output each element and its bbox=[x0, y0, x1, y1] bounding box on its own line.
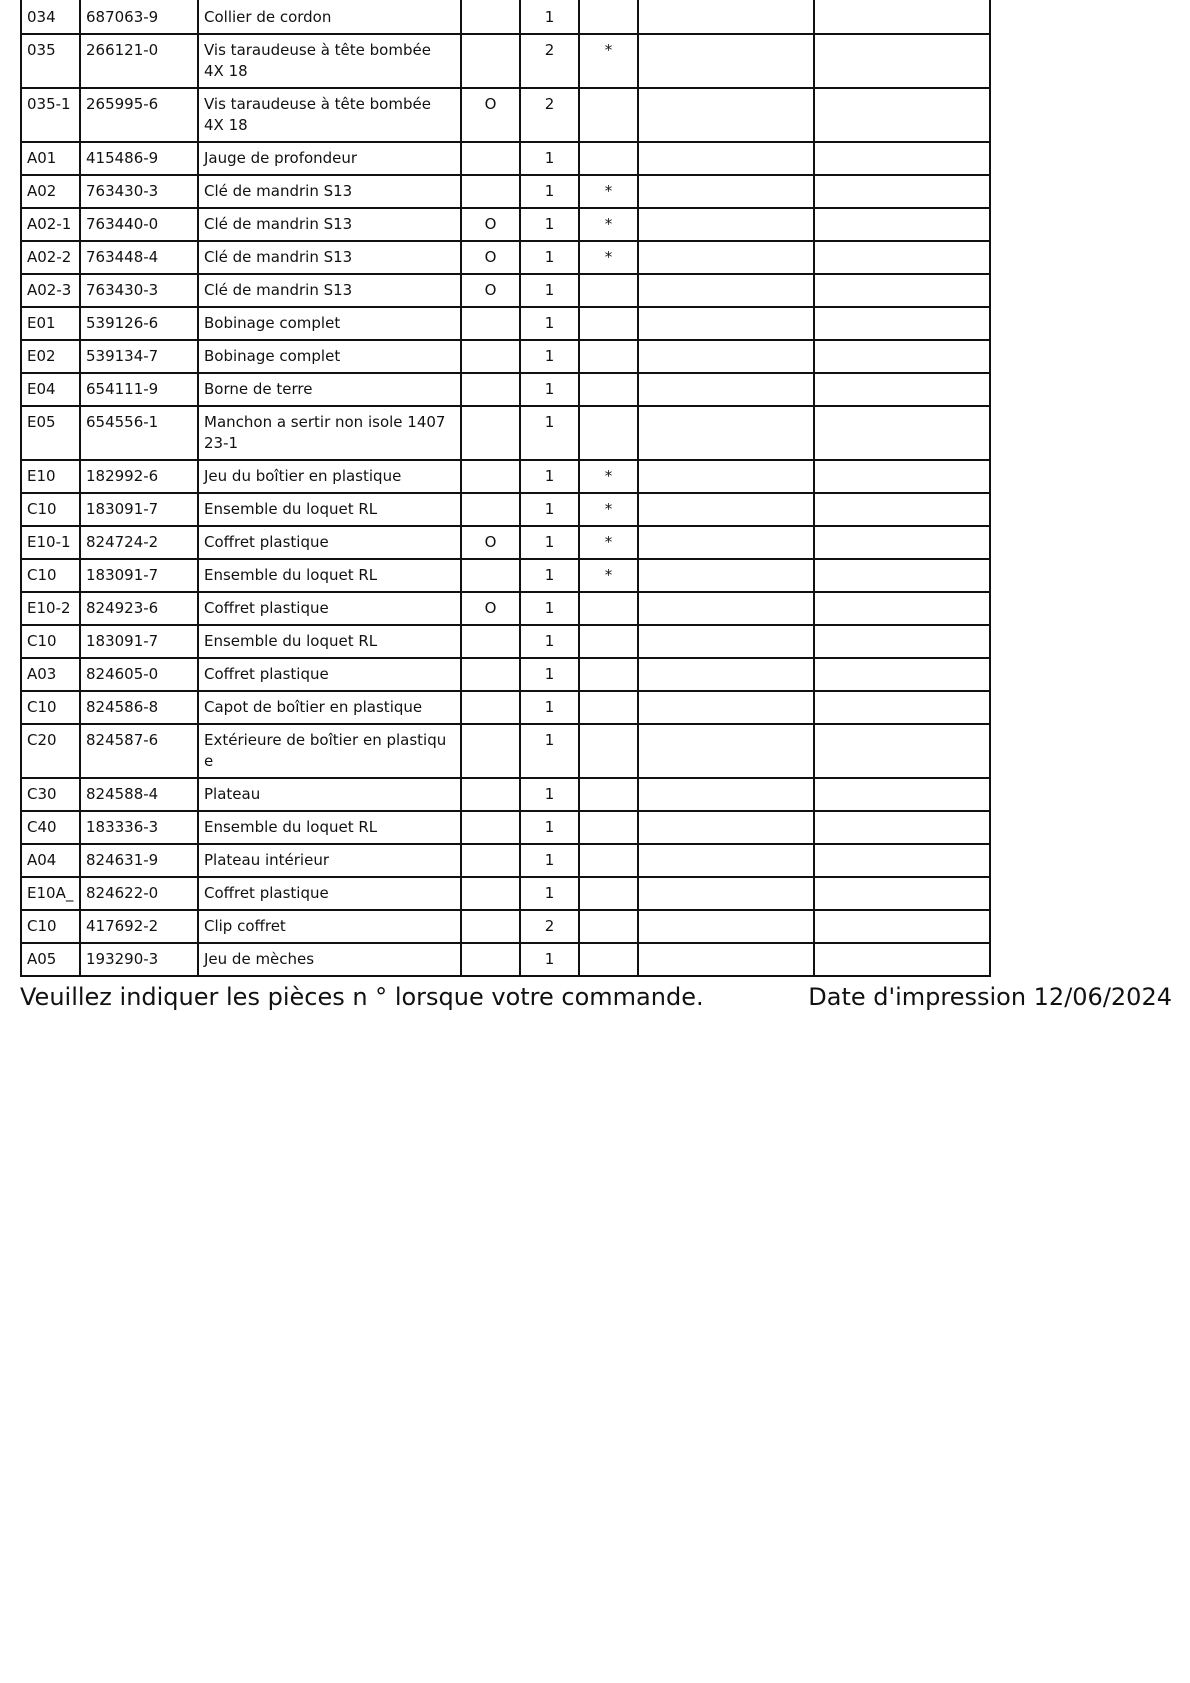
mark-cell bbox=[579, 625, 638, 658]
ref-no-cell: 035-1 bbox=[21, 88, 80, 142]
description-cell: Coffret plastique bbox=[198, 658, 461, 691]
table-row bbox=[21, 241, 990, 274]
mark-cell bbox=[579, 88, 638, 142]
description-cell: Coffret plastique bbox=[198, 592, 461, 625]
option-cell bbox=[461, 724, 520, 778]
quantity-cell: 1 bbox=[520, 307, 579, 340]
blank-cell bbox=[638, 493, 814, 526]
blank-cell bbox=[814, 877, 990, 910]
quantity-cell: 1 bbox=[520, 943, 579, 976]
blank-cell bbox=[638, 526, 814, 559]
blank-cell bbox=[814, 340, 990, 373]
quantity-cell: 1 bbox=[520, 844, 579, 877]
part-number-cell: 763440-0 bbox=[80, 208, 198, 241]
quantity-cell: 1 bbox=[520, 811, 579, 844]
part-number-cell: 763430-3 bbox=[80, 274, 198, 307]
part-number-cell: 824622-0 bbox=[80, 877, 198, 910]
ref-no-cell: E04 bbox=[21, 373, 80, 406]
option-cell bbox=[461, 493, 520, 526]
blank-cell bbox=[814, 811, 990, 844]
ref-no-cell: E01 bbox=[21, 307, 80, 340]
option-cell bbox=[461, 175, 520, 208]
quantity-cell: 1 bbox=[520, 460, 579, 493]
option-cell: O bbox=[461, 88, 520, 142]
option-cell bbox=[461, 691, 520, 724]
table-row bbox=[21, 142, 990, 175]
blank-cell bbox=[638, 844, 814, 877]
ref-no-cell: C10 bbox=[21, 910, 80, 943]
description-cell: Clé de mandrin S13 bbox=[198, 241, 461, 274]
mark-cell bbox=[579, 274, 638, 307]
ref-no-cell: C10 bbox=[21, 625, 80, 658]
blank-cell bbox=[638, 778, 814, 811]
description-cell: Bobinage complet bbox=[198, 307, 461, 340]
part-number-cell: 183336-3 bbox=[80, 811, 198, 844]
mark-cell: * bbox=[579, 175, 638, 208]
part-number-cell: 265995-6 bbox=[80, 88, 198, 142]
ref-no-cell: E10 bbox=[21, 460, 80, 493]
description-cell: Plateau intérieur bbox=[198, 844, 461, 877]
blank-cell bbox=[638, 406, 814, 460]
table-row bbox=[21, 373, 990, 406]
description-cell: Jeu de mèches bbox=[198, 943, 461, 976]
description-cell: Ensemble du loquet RL bbox=[198, 625, 461, 658]
blank-cell bbox=[814, 175, 990, 208]
description-cell: Vis taraudeuse à tête bombée 4X 18 bbox=[198, 88, 461, 142]
blank-cell bbox=[638, 241, 814, 274]
blank-cell bbox=[638, 274, 814, 307]
blank-cell bbox=[638, 208, 814, 241]
description-cell: Borne de terre bbox=[198, 373, 461, 406]
print-date: Date d'impression 12/06/2024 bbox=[808, 983, 1172, 1011]
quantity-cell: 2 bbox=[520, 910, 579, 943]
part-number-cell: 654111-9 bbox=[80, 373, 198, 406]
quantity-cell: 2 bbox=[520, 88, 579, 142]
description-cell: Clé de mandrin S13 bbox=[198, 175, 461, 208]
blank-cell bbox=[814, 559, 990, 592]
mark-cell bbox=[579, 142, 638, 175]
blank-cell bbox=[638, 877, 814, 910]
table-row bbox=[21, 592, 990, 625]
option-cell bbox=[461, 307, 520, 340]
table-row bbox=[21, 406, 990, 460]
description-cell: Bobinage complet bbox=[198, 340, 461, 373]
blank-cell bbox=[814, 406, 990, 460]
table-row bbox=[21, 175, 990, 208]
blank-cell bbox=[814, 373, 990, 406]
description-cell: Capot de boîtier en plastique bbox=[198, 691, 461, 724]
part-number-cell: 183091-7 bbox=[80, 559, 198, 592]
mark-cell bbox=[579, 811, 638, 844]
option-cell bbox=[461, 778, 520, 811]
blank-cell bbox=[638, 811, 814, 844]
part-number-cell: 824587-6 bbox=[80, 724, 198, 778]
description-cell: Coffret plastique bbox=[198, 877, 461, 910]
quantity-cell: 1 bbox=[520, 625, 579, 658]
quantity-cell: 1 bbox=[520, 241, 579, 274]
part-number-cell: 763430-3 bbox=[80, 175, 198, 208]
blank-cell bbox=[814, 943, 990, 976]
blank-cell bbox=[814, 460, 990, 493]
ref-no-cell: C20 bbox=[21, 724, 80, 778]
option-cell bbox=[461, 943, 520, 976]
mark-cell: * bbox=[579, 34, 638, 88]
part-number-cell: 763448-4 bbox=[80, 241, 198, 274]
table-row bbox=[21, 811, 990, 844]
ref-no-cell: A02 bbox=[21, 175, 80, 208]
ref-no-cell: A02-3 bbox=[21, 274, 80, 307]
ref-no-cell: C10 bbox=[21, 559, 80, 592]
blank-cell bbox=[814, 274, 990, 307]
option-cell: O bbox=[461, 526, 520, 559]
quantity-cell: 1 bbox=[520, 340, 579, 373]
blank-cell bbox=[814, 691, 990, 724]
ref-no-cell: A05 bbox=[21, 943, 80, 976]
part-number-cell: 824631-9 bbox=[80, 844, 198, 877]
parts-table-body bbox=[21, 0, 990, 976]
blank-cell bbox=[638, 910, 814, 943]
mark-cell: * bbox=[579, 460, 638, 493]
table-row bbox=[21, 559, 990, 592]
quantity-cell: 1 bbox=[520, 406, 579, 460]
ref-no-cell: C30 bbox=[21, 778, 80, 811]
parts-list-page bbox=[20, 0, 1172, 1013]
blank-cell bbox=[814, 142, 990, 175]
option-cell bbox=[461, 877, 520, 910]
description-cell: Clé de mandrin S13 bbox=[198, 208, 461, 241]
description-cell: Clé de mandrin S13 bbox=[198, 274, 461, 307]
part-number-cell: 183091-7 bbox=[80, 625, 198, 658]
table-row bbox=[21, 274, 990, 307]
ref-no-cell: E05 bbox=[21, 406, 80, 460]
table-row bbox=[21, 460, 990, 493]
table-row bbox=[21, 0, 990, 34]
blank-cell bbox=[814, 526, 990, 559]
description-cell: Ensemble du loquet RL bbox=[198, 559, 461, 592]
mark-cell bbox=[579, 691, 638, 724]
blank-cell bbox=[638, 724, 814, 778]
mark-cell bbox=[579, 877, 638, 910]
table-row bbox=[21, 493, 990, 526]
blank-cell bbox=[638, 340, 814, 373]
option-cell: O bbox=[461, 592, 520, 625]
part-number-cell: 824588-4 bbox=[80, 778, 198, 811]
ref-no-cell: C40 bbox=[21, 811, 80, 844]
table-row bbox=[21, 724, 990, 778]
mark-cell bbox=[579, 373, 638, 406]
description-cell: Plateau bbox=[198, 778, 461, 811]
quantity-cell: 1 bbox=[520, 877, 579, 910]
blank-cell bbox=[814, 88, 990, 142]
blank-cell bbox=[638, 592, 814, 625]
blank-cell bbox=[638, 943, 814, 976]
blank-cell bbox=[638, 142, 814, 175]
part-number-cell: 539134-7 bbox=[80, 340, 198, 373]
ref-no-cell: A02-2 bbox=[21, 241, 80, 274]
part-number-cell: 193290-3 bbox=[80, 943, 198, 976]
option-cell bbox=[461, 34, 520, 88]
description-cell: Ensemble du loquet RL bbox=[198, 493, 461, 526]
ref-no-cell: E02 bbox=[21, 340, 80, 373]
ref-no-cell: E10A_ bbox=[21, 877, 80, 910]
description-cell: Clip coffret bbox=[198, 910, 461, 943]
ref-no-cell: A04 bbox=[21, 844, 80, 877]
option-cell bbox=[461, 142, 520, 175]
part-number-cell: 824724-2 bbox=[80, 526, 198, 559]
blank-cell bbox=[638, 0, 814, 34]
quantity-cell: 1 bbox=[520, 691, 579, 724]
table-row bbox=[21, 844, 990, 877]
quantity-cell: 1 bbox=[520, 373, 579, 406]
part-number-cell: 687063-9 bbox=[80, 0, 198, 34]
blank-cell bbox=[638, 307, 814, 340]
description-cell: Ensemble du loquet RL bbox=[198, 811, 461, 844]
description-cell: Collier de cordon bbox=[198, 0, 461, 34]
ref-no-cell: C10 bbox=[21, 493, 80, 526]
blank-cell bbox=[638, 559, 814, 592]
description-cell: Jeu du boîtier en plastique bbox=[198, 460, 461, 493]
table-row bbox=[21, 658, 990, 691]
mark-cell: * bbox=[579, 559, 638, 592]
part-number-cell: 417692-2 bbox=[80, 910, 198, 943]
mark-cell bbox=[579, 0, 638, 34]
mark-cell bbox=[579, 340, 638, 373]
option-cell: O bbox=[461, 274, 520, 307]
table-row bbox=[21, 88, 990, 142]
blank-cell bbox=[814, 778, 990, 811]
part-number-cell: 824586-8 bbox=[80, 691, 198, 724]
quantity-cell: 1 bbox=[520, 208, 579, 241]
quantity-cell: 1 bbox=[520, 559, 579, 592]
ref-no-cell: 034 bbox=[21, 0, 80, 34]
part-number-cell: 182992-6 bbox=[80, 460, 198, 493]
table-row bbox=[21, 778, 990, 811]
table-row bbox=[21, 34, 990, 88]
part-number-cell: 824923-6 bbox=[80, 592, 198, 625]
quantity-cell: 1 bbox=[520, 592, 579, 625]
ref-no-cell: E10-2 bbox=[21, 592, 80, 625]
option-cell bbox=[461, 460, 520, 493]
description-cell: Coffret plastique bbox=[198, 526, 461, 559]
parts-table bbox=[20, 0, 991, 977]
table-row bbox=[21, 625, 990, 658]
option-cell bbox=[461, 340, 520, 373]
mark-cell: * bbox=[579, 493, 638, 526]
mark-cell: * bbox=[579, 241, 638, 274]
ref-no-cell: A01 bbox=[21, 142, 80, 175]
mark-cell bbox=[579, 658, 638, 691]
mark-cell: * bbox=[579, 208, 638, 241]
table-row bbox=[21, 691, 990, 724]
option-cell bbox=[461, 811, 520, 844]
blank-cell bbox=[814, 307, 990, 340]
quantity-cell: 1 bbox=[520, 175, 579, 208]
quantity-cell: 1 bbox=[520, 142, 579, 175]
ref-no-cell: A02-1 bbox=[21, 208, 80, 241]
quantity-cell: 1 bbox=[520, 724, 579, 778]
table-row bbox=[21, 877, 990, 910]
part-number-cell: 539126-6 bbox=[80, 307, 198, 340]
blank-cell bbox=[814, 208, 990, 241]
option-cell bbox=[461, 658, 520, 691]
blank-cell bbox=[814, 34, 990, 88]
table-row bbox=[21, 340, 990, 373]
description-cell: Extérieure de boîtier en plastiqu e bbox=[198, 724, 461, 778]
ref-no-cell: A03 bbox=[21, 658, 80, 691]
blank-cell bbox=[814, 592, 990, 625]
quantity-cell: 1 bbox=[520, 274, 579, 307]
mark-cell bbox=[579, 778, 638, 811]
option-cell bbox=[461, 559, 520, 592]
mark-cell: * bbox=[579, 526, 638, 559]
quantity-cell: 1 bbox=[520, 658, 579, 691]
option-cell bbox=[461, 373, 520, 406]
option-cell bbox=[461, 625, 520, 658]
blank-cell bbox=[638, 625, 814, 658]
blank-cell bbox=[638, 691, 814, 724]
option-cell: O bbox=[461, 241, 520, 274]
blank-cell bbox=[814, 0, 990, 34]
blank-cell bbox=[814, 724, 990, 778]
part-number-cell: 824605-0 bbox=[80, 658, 198, 691]
blank-cell bbox=[638, 34, 814, 88]
mark-cell bbox=[579, 844, 638, 877]
blank-cell bbox=[638, 373, 814, 406]
part-number-cell: 183091-7 bbox=[80, 493, 198, 526]
table-row bbox=[21, 910, 990, 943]
description-cell: Jauge de profondeur bbox=[198, 142, 461, 175]
blank-cell bbox=[814, 493, 990, 526]
blank-cell bbox=[638, 460, 814, 493]
mark-cell bbox=[579, 910, 638, 943]
ref-no-cell: E10-1 bbox=[21, 526, 80, 559]
table-row bbox=[21, 208, 990, 241]
mark-cell bbox=[579, 406, 638, 460]
option-cell: O bbox=[461, 208, 520, 241]
part-number-cell: 654556-1 bbox=[80, 406, 198, 460]
quantity-cell: 1 bbox=[520, 493, 579, 526]
part-number-cell: 266121-0 bbox=[80, 34, 198, 88]
mark-cell bbox=[579, 592, 638, 625]
option-cell bbox=[461, 844, 520, 877]
mark-cell bbox=[579, 943, 638, 976]
blank-cell bbox=[638, 175, 814, 208]
mark-cell bbox=[579, 724, 638, 778]
quantity-cell: 1 bbox=[520, 778, 579, 811]
blank-cell bbox=[638, 658, 814, 691]
option-cell bbox=[461, 406, 520, 460]
table-row bbox=[21, 526, 990, 559]
blank-cell bbox=[814, 844, 990, 877]
option-cell bbox=[461, 910, 520, 943]
table-row bbox=[21, 943, 990, 976]
mark-cell bbox=[579, 307, 638, 340]
quantity-cell: 2 bbox=[520, 34, 579, 88]
blank-cell bbox=[814, 910, 990, 943]
ref-no-cell: 035 bbox=[21, 34, 80, 88]
option-cell bbox=[461, 0, 520, 34]
description-cell: Manchon a sertir non isole 1407 23-1 bbox=[198, 406, 461, 460]
description-cell: Vis taraudeuse à tête bombée 4X 18 bbox=[198, 34, 461, 88]
ref-no-cell: C10 bbox=[21, 691, 80, 724]
table-row bbox=[21, 307, 990, 340]
page-footer bbox=[20, 981, 1172, 1013]
blank-cell bbox=[814, 625, 990, 658]
blank-cell bbox=[814, 241, 990, 274]
blank-cell bbox=[638, 88, 814, 142]
part-number-cell: 415486-9 bbox=[80, 142, 198, 175]
quantity-cell: 1 bbox=[520, 0, 579, 34]
blank-cell bbox=[814, 658, 990, 691]
order-note: Veuillez indiquer les pièces n ° lorsque votre commande. bbox=[20, 983, 704, 1011]
quantity-cell: 1 bbox=[520, 526, 579, 559]
